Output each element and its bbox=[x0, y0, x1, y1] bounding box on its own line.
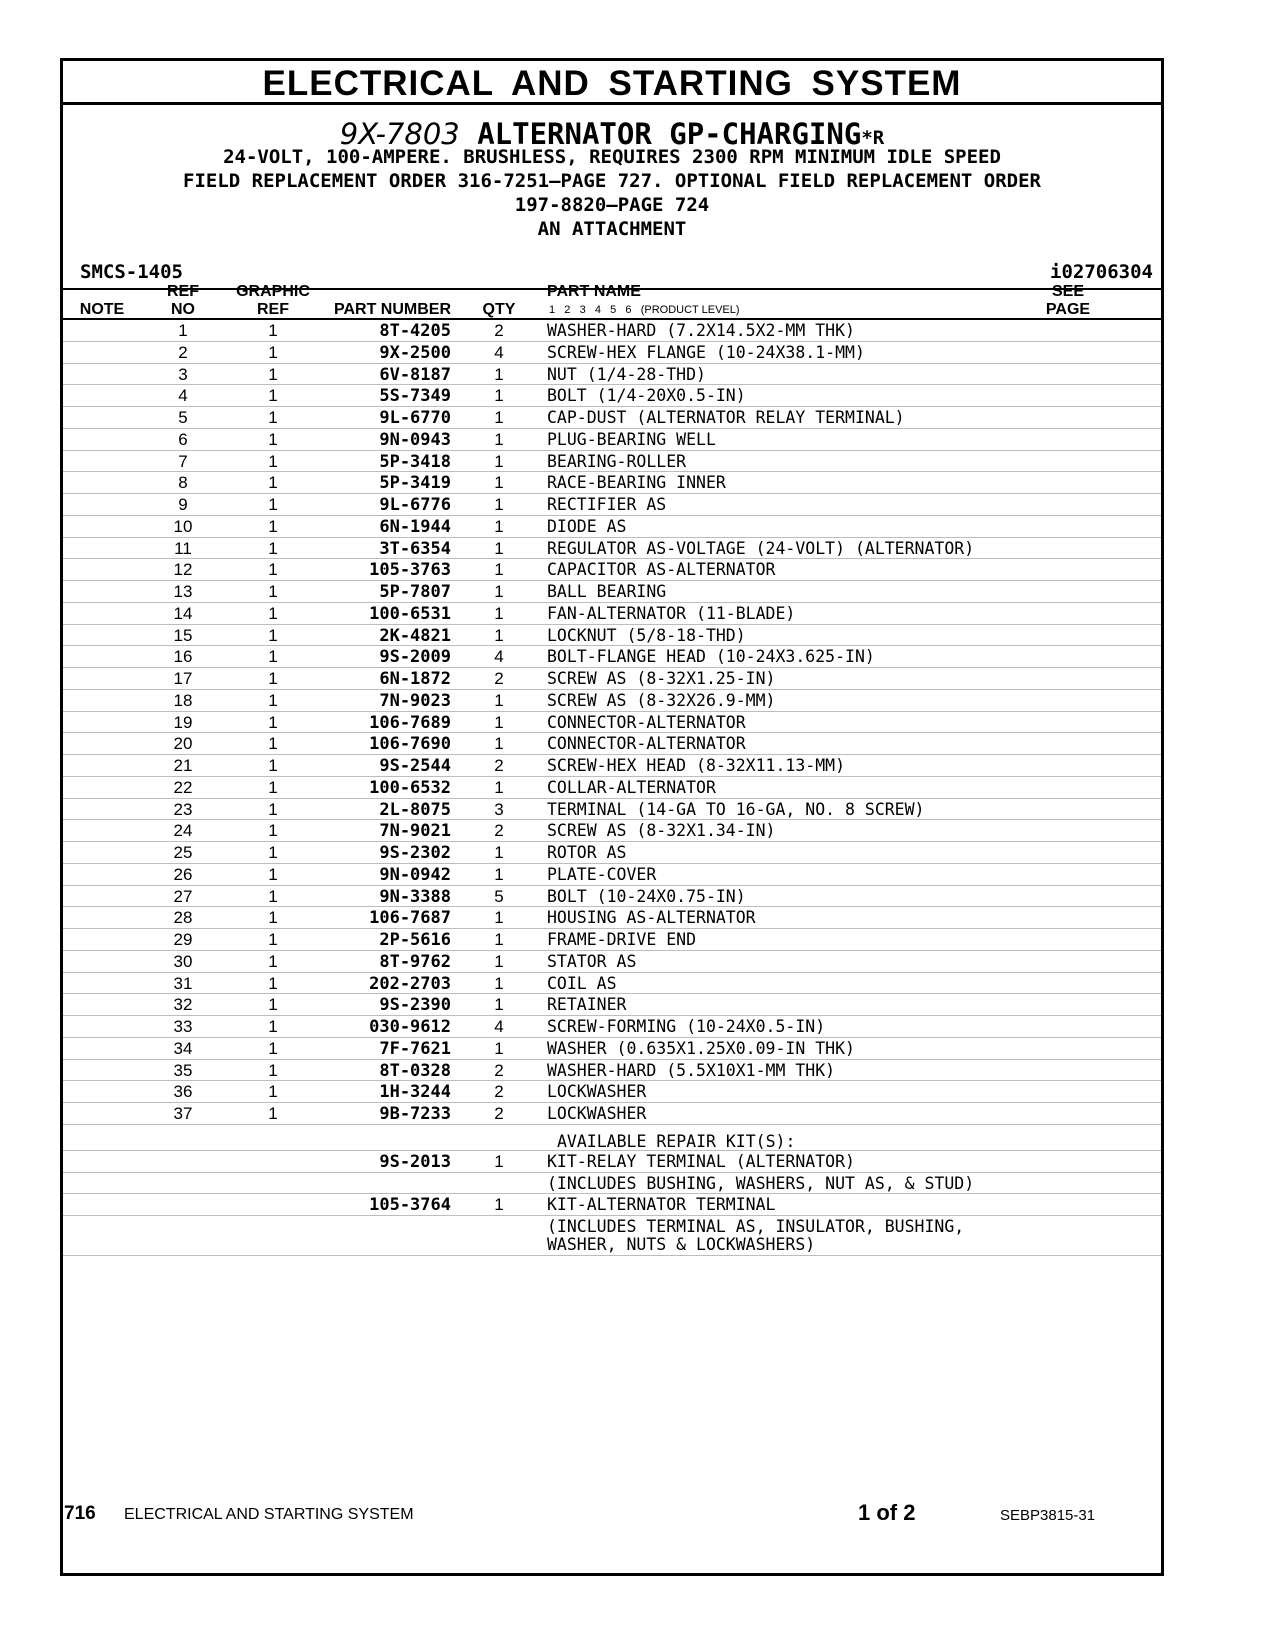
graphic-ref: 1 bbox=[268, 495, 278, 514]
part-name: PLUG-BEARING WELL bbox=[547, 429, 716, 449]
part-name: LOCKWASHER bbox=[547, 1082, 647, 1102]
part-number: 7N-9023 bbox=[379, 690, 451, 711]
part-name: HOUSING AS-ALTERNATOR bbox=[547, 908, 756, 928]
graphic-ref: 1 bbox=[268, 908, 278, 928]
graphic-ref: 1 bbox=[268, 864, 278, 884]
kit-includes-row bbox=[63, 1216, 1161, 1256]
part-name: FRAME-DRIVE END bbox=[547, 930, 697, 949]
qty: 1 bbox=[494, 560, 504, 580]
part-number: 100-6531 bbox=[369, 603, 451, 624]
footer-doc-code: SEBP3815-31 bbox=[1000, 1507, 1096, 1524]
ref-no: 36 bbox=[173, 1082, 193, 1102]
ref-no: 4 bbox=[178, 386, 188, 406]
part-name: WASHER-HARD (5.5X10X1-MM THK) bbox=[547, 1060, 836, 1080]
table-row bbox=[63, 929, 1161, 951]
table-row bbox=[63, 646, 1161, 668]
table-row bbox=[63, 842, 1161, 864]
qty: 1 bbox=[494, 690, 504, 710]
table-row bbox=[63, 603, 1161, 625]
part-name: LOCKNUT (5/8-18-THD) bbox=[547, 625, 746, 645]
qty: 1 bbox=[494, 1038, 504, 1058]
graphic-ref: 1 bbox=[268, 451, 278, 471]
graphic-ref: 1 bbox=[268, 843, 278, 862]
graphic-ref: 1 bbox=[268, 777, 278, 797]
table-row bbox=[63, 494, 1161, 516]
graphic-ref: 1 bbox=[268, 951, 278, 971]
part-name: BOLT (10-24X0.75-IN) bbox=[547, 886, 746, 906]
col-graphic-ref-1: GRAPHIC bbox=[236, 283, 310, 300]
ref-no: 31 bbox=[173, 973, 193, 993]
ref-no: 8 bbox=[178, 473, 188, 493]
part-name: CAP-DUST (ALTERNATOR RELAY TERMINAL) bbox=[547, 408, 905, 427]
graphic-ref: 1 bbox=[268, 1017, 278, 1036]
ref-no: 13 bbox=[173, 582, 193, 601]
qty: 1 bbox=[494, 603, 504, 623]
qty: 1 bbox=[494, 777, 504, 797]
table-row bbox=[63, 625, 1161, 647]
part-number: 9N-0942 bbox=[379, 864, 451, 885]
table-row bbox=[63, 1060, 1161, 1082]
kits-heading: AVAILABLE REPAIR KIT(S): bbox=[557, 1131, 796, 1151]
qty: 5 bbox=[494, 886, 504, 906]
part-number: 6N-1944 bbox=[379, 516, 451, 537]
qty: 2 bbox=[494, 321, 504, 340]
kits-heading-row bbox=[63, 1125, 1161, 1151]
ref-no: 9 bbox=[178, 495, 188, 514]
graphic-ref: 1 bbox=[268, 473, 278, 493]
ref-no: 15 bbox=[173, 625, 193, 645]
part-number: 2L-8075 bbox=[379, 799, 451, 820]
kit-name: KIT-ALTERNATOR TERMINAL bbox=[547, 1195, 776, 1215]
graphic-ref: 1 bbox=[268, 995, 278, 1015]
part-name: BOLT-FLANGE HEAD (10-24X3.625-IN) bbox=[547, 647, 875, 667]
graphic-ref: 1 bbox=[268, 321, 278, 340]
qty: 2 bbox=[494, 1060, 504, 1080]
kit-row bbox=[63, 1194, 1161, 1216]
qty: 1 bbox=[494, 712, 504, 732]
part-number: 8T-9762 bbox=[379, 951, 451, 972]
part-number: 202-2703 bbox=[369, 973, 451, 994]
ref-no: 35 bbox=[173, 1060, 193, 1080]
part-name: LOCKWASHER bbox=[547, 1104, 647, 1123]
table-row bbox=[63, 907, 1161, 929]
qty: 2 bbox=[494, 1082, 504, 1102]
part-number: 9S-2302 bbox=[379, 843, 451, 863]
ref-no: 28 bbox=[173, 908, 193, 928]
graphic-ref: 1 bbox=[268, 647, 278, 667]
qty: 2 bbox=[494, 669, 504, 688]
ref-no: 11 bbox=[174, 538, 192, 558]
table-row bbox=[63, 1081, 1161, 1103]
col-part-number: PART NUMBER bbox=[333, 301, 451, 318]
part-name: RETAINER bbox=[547, 995, 627, 1015]
group-desc-line-1: 24-VOLT, 100-AMPERE. BRUSHLESS, REQUIRES 2300 RPM MINIMUM IDLE SPEED bbox=[223, 146, 1001, 168]
qty: 1 bbox=[494, 908, 504, 928]
graphic-ref: 1 bbox=[268, 1060, 278, 1080]
group-name: ALTERNATOR GP-CHARGING bbox=[477, 117, 862, 151]
graphic-ref: 1 bbox=[268, 625, 278, 645]
part-number: 9N-0943 bbox=[379, 429, 451, 450]
section-title: ELECTRICAL AND STARTING SYSTEM bbox=[63, 61, 1161, 105]
part-name: CAPACITOR AS-ALTERNATOR bbox=[547, 560, 776, 580]
group-suffix: *R bbox=[861, 127, 885, 149]
ref-no: 32 bbox=[173, 995, 193, 1015]
part-name: RECTIFIER AS bbox=[547, 495, 667, 514]
qty: 1 bbox=[494, 734, 504, 754]
part-number: 9L-6770 bbox=[379, 408, 451, 428]
graphic-ref: 1 bbox=[268, 429, 278, 449]
group-desc-line-2: FIELD REPLACEMENT ORDER 316-7251—PAGE 727. OPTIONAL FIELD REPLACEMENT ORDER bbox=[183, 170, 1041, 192]
kit-row bbox=[63, 1151, 1161, 1173]
part-name: SCREW-HEX HEAD (8-32X11.13-MM) bbox=[547, 756, 846, 775]
ref-no: 2 bbox=[178, 342, 188, 362]
table-row bbox=[63, 777, 1161, 799]
part-number: 2K-4821 bbox=[379, 625, 451, 646]
qty: 1 bbox=[494, 538, 504, 558]
ref-no: 12 bbox=[173, 560, 193, 580]
qty: 4 bbox=[494, 1017, 504, 1036]
ref-no: 16 bbox=[173, 647, 193, 667]
col-see-page-2: PAGE bbox=[1045, 301, 1091, 318]
graphic-ref: 1 bbox=[268, 930, 278, 949]
ref-no: 6 bbox=[178, 429, 188, 449]
part-name: ROTOR AS bbox=[547, 843, 627, 862]
kit-part-number: 9S-2013 bbox=[379, 1151, 451, 1172]
qty: 1 bbox=[494, 930, 504, 949]
table-row bbox=[63, 973, 1161, 995]
graphic-ref: 1 bbox=[268, 516, 278, 536]
part-name: CONNECTOR-ALTERNATOR bbox=[547, 712, 746, 732]
part-name: RACE-BEARING INNER bbox=[547, 473, 726, 493]
table-row bbox=[63, 690, 1161, 712]
qty: 2 bbox=[494, 1104, 504, 1123]
part-number: 106-7690 bbox=[369, 734, 451, 755]
table-row bbox=[63, 994, 1161, 1016]
graphic-ref: 1 bbox=[268, 1082, 278, 1102]
graphic-ref: 1 bbox=[268, 603, 278, 623]
graphic-ref: 1 bbox=[268, 973, 278, 993]
ref-no: 22 bbox=[173, 777, 193, 797]
part-number: 6N-1872 bbox=[379, 669, 451, 689]
ref-no: 34 bbox=[173, 1038, 193, 1058]
table-row bbox=[63, 364, 1161, 386]
part-number: 5P-3419 bbox=[379, 473, 451, 494]
graphic-ref: 1 bbox=[268, 756, 278, 775]
part-number: 7F-7621 bbox=[379, 1038, 451, 1059]
table-row bbox=[63, 820, 1161, 842]
table-row bbox=[63, 799, 1161, 821]
part-number: 9S-2009 bbox=[379, 647, 451, 668]
table-row bbox=[63, 1016, 1161, 1038]
part-number: 3T-6354 bbox=[379, 538, 451, 559]
kit-includes-row bbox=[63, 1173, 1161, 1195]
ref-no: 27 bbox=[173, 886, 193, 906]
qty: 1 bbox=[494, 582, 504, 601]
table-row bbox=[63, 668, 1161, 690]
parts-table bbox=[63, 320, 1161, 1256]
qty: 1 bbox=[494, 864, 504, 884]
part-name: FAN-ALTERNATOR (11-BLADE) bbox=[547, 603, 796, 623]
part-name: TERMINAL (14-GA TO 16-GA, NO. 8 SCREW) bbox=[547, 799, 925, 819]
part-name: BALL BEARING bbox=[547, 582, 667, 601]
ref-no: 25 bbox=[173, 843, 193, 862]
graphic-ref: 1 bbox=[268, 669, 278, 688]
part-number: 9B-7233 bbox=[379, 1104, 451, 1124]
graphic-ref: 1 bbox=[268, 1104, 278, 1123]
ref-no: 1 bbox=[178, 321, 188, 340]
part-number: 106-7689 bbox=[369, 712, 451, 733]
part-number: 100-6532 bbox=[369, 777, 451, 798]
table-row bbox=[63, 559, 1161, 581]
qty: 2 bbox=[494, 821, 504, 841]
table-row bbox=[63, 407, 1161, 429]
col-ref-no-2: NO bbox=[171, 301, 195, 318]
col-see-page-1: SEE bbox=[1051, 283, 1084, 300]
qty: 4 bbox=[494, 342, 504, 362]
part-name: REGULATOR AS-VOLTAGE (24-VOLT) (ALTERNATOR) bbox=[547, 538, 975, 558]
part-name: CONNECTOR-ALTERNATOR bbox=[547, 734, 746, 754]
part-name: PLATE-COVER bbox=[547, 864, 657, 884]
part-number: 8T-0328 bbox=[379, 1060, 451, 1081]
col-qty: QTY bbox=[482, 301, 516, 318]
graphic-ref: 1 bbox=[268, 538, 278, 558]
page-frame bbox=[60, 58, 1164, 1576]
table-row bbox=[63, 886, 1161, 908]
ref-no: 20 bbox=[173, 734, 193, 754]
graphic-ref: 1 bbox=[268, 1038, 278, 1058]
part-number: 9S-2390 bbox=[379, 995, 451, 1016]
ref-no: 5 bbox=[178, 408, 188, 427]
ref-no: 7 bbox=[178, 451, 188, 471]
graphic-ref: 1 bbox=[268, 386, 278, 406]
part-name: SCREW AS (8-32X1.25-IN) bbox=[547, 669, 776, 688]
part-number: 5P-7807 bbox=[379, 582, 451, 602]
ref-no: 3 bbox=[178, 364, 188, 384]
group-number: 9X-7803 bbox=[339, 117, 460, 151]
table-row bbox=[63, 538, 1161, 560]
graphic-ref: 1 bbox=[268, 821, 278, 841]
kit-name: KIT-RELAY TERMINAL (ALTERNATOR) bbox=[547, 1151, 855, 1171]
part-number: 2P-5616 bbox=[379, 930, 451, 950]
ref-no: 19 bbox=[173, 712, 193, 732]
table-row bbox=[63, 581, 1161, 603]
qty: 1 bbox=[494, 973, 504, 993]
graphic-ref: 1 bbox=[268, 560, 278, 580]
part-number: 1H-3244 bbox=[379, 1082, 451, 1103]
part-number: 6V-8187 bbox=[379, 364, 451, 385]
table-row bbox=[63, 451, 1161, 473]
ref-no: 29 bbox=[173, 930, 193, 949]
ref-no: 17 bbox=[173, 669, 193, 688]
table-row bbox=[63, 951, 1161, 973]
table-row bbox=[63, 320, 1161, 342]
kit-part-number: 105-3764 bbox=[369, 1195, 451, 1216]
graphic-ref: 1 bbox=[268, 408, 278, 427]
col-part-name: PART NAME bbox=[547, 283, 641, 300]
part-number: 9X-2500 bbox=[379, 342, 451, 363]
qty: 1 bbox=[494, 495, 504, 514]
qty: 1 bbox=[494, 625, 504, 645]
qty: 1 bbox=[494, 429, 504, 449]
qty: 1 bbox=[494, 516, 504, 536]
part-name: DIODE AS bbox=[547, 516, 627, 536]
part-name: STATOR AS bbox=[547, 951, 637, 971]
table-row bbox=[63, 516, 1161, 538]
table-row bbox=[63, 1038, 1161, 1060]
part-name: WASHER-HARD (7.2X14.5X2-MM THK) bbox=[547, 321, 855, 340]
kit-qty: 1 bbox=[494, 1195, 504, 1215]
part-name: SCREW AS (8-32X1.34-IN) bbox=[547, 821, 776, 841]
ref-no: 33 bbox=[173, 1017, 193, 1036]
table-row bbox=[63, 755, 1161, 777]
group-desc-line-3: 197-8820—PAGE 724 bbox=[514, 194, 710, 216]
part-number: 9S-2544 bbox=[379, 756, 451, 776]
qty: 4 bbox=[494, 647, 504, 667]
ref-no: 26 bbox=[173, 864, 193, 884]
qty: 1 bbox=[494, 408, 504, 427]
part-number: 7N-9021 bbox=[379, 821, 451, 842]
footer-page-of: 1 of 2 bbox=[858, 1500, 916, 1525]
table-row bbox=[63, 1103, 1161, 1125]
qty: 1 bbox=[494, 386, 504, 406]
kit-qty: 1 bbox=[494, 1151, 504, 1171]
table-row bbox=[63, 864, 1161, 886]
group-desc-line-4: AN ATTACHMENT bbox=[537, 218, 687, 240]
ref-no: 18 bbox=[173, 690, 193, 710]
part-number: 9L-6776 bbox=[379, 495, 451, 515]
document-id: i02706304 bbox=[1050, 261, 1153, 283]
ref-no: 23 bbox=[173, 799, 193, 819]
footer-page-number: 716 bbox=[64, 1503, 96, 1524]
qty: 2 bbox=[494, 756, 504, 775]
part-number: 030-9612 bbox=[369, 1017, 451, 1037]
table-row bbox=[63, 733, 1161, 755]
col-ref-no-1: REF bbox=[167, 283, 199, 300]
qty: 1 bbox=[494, 995, 504, 1015]
qty: 1 bbox=[494, 473, 504, 493]
ref-no: 30 bbox=[173, 951, 193, 971]
table-row bbox=[63, 429, 1161, 451]
col-graphic-ref-2: REF bbox=[257, 301, 289, 318]
ref-no: 21 bbox=[173, 756, 193, 775]
part-name: NUT (1/4-28-THD) bbox=[547, 364, 706, 384]
part-name: SCREW-HEX FLANGE (10-24X38.1-MM) bbox=[547, 342, 865, 362]
ref-no: 24 bbox=[173, 821, 193, 841]
part-number: 5S-7349 bbox=[379, 386, 451, 407]
table-row bbox=[63, 342, 1161, 364]
table-row bbox=[63, 712, 1161, 734]
qty: 3 bbox=[494, 799, 504, 819]
part-name: SCREW-FORMING (10-24X0.5-IN) bbox=[547, 1017, 826, 1036]
part-name: COIL AS bbox=[547, 973, 617, 993]
part-name: SCREW AS (8-32X26.9-MM) bbox=[547, 690, 776, 710]
smcs-code: SMCS-1405 bbox=[80, 261, 183, 283]
graphic-ref: 1 bbox=[268, 886, 278, 906]
part-number: 8T-4205 bbox=[379, 321, 451, 341]
table-row bbox=[63, 385, 1161, 407]
graphic-ref: 1 bbox=[268, 690, 278, 710]
graphic-ref: 1 bbox=[268, 364, 278, 384]
graphic-ref: 1 bbox=[268, 712, 278, 732]
ref-no: 10 bbox=[173, 516, 193, 536]
part-number: 105-3763 bbox=[369, 560, 451, 581]
graphic-ref: 1 bbox=[268, 342, 278, 362]
footer-section: ELECTRICAL AND STARTING SYSTEM bbox=[124, 1506, 414, 1523]
ref-no: 37 bbox=[173, 1104, 193, 1123]
ref-no: 14 bbox=[173, 603, 193, 623]
col-note: NOTE bbox=[79, 301, 125, 318]
part-number: 5P-3418 bbox=[379, 451, 451, 472]
graphic-ref: 1 bbox=[268, 582, 278, 601]
part-number: 106-7687 bbox=[369, 908, 451, 929]
part-number: 9N-3388 bbox=[379, 886, 451, 907]
part-name: COLLAR-ALTERNATOR bbox=[547, 777, 716, 797]
qty: 1 bbox=[494, 951, 504, 971]
qty: 1 bbox=[494, 364, 504, 384]
kit-includes: (INCLUDES BUSHING, WASHERS, NUT AS, & STUD) bbox=[547, 1173, 975, 1193]
part-name: WASHER (0.635X1.25X0.09-IN THK) bbox=[547, 1038, 855, 1058]
part-name: BEARING-ROLLER bbox=[547, 451, 687, 471]
table-row bbox=[63, 472, 1161, 494]
part-name: BOLT (1/4-20X0.5-IN) bbox=[547, 386, 746, 406]
qty: 1 bbox=[494, 451, 504, 471]
kit-includes: (INCLUDES TERMINAL AS, INSULATOR, BUSHING, WASHER, NUTS & LOCKWASHERS) bbox=[547, 1217, 965, 1254]
graphic-ref: 1 bbox=[268, 734, 278, 754]
graphic-ref: 1 bbox=[268, 799, 278, 819]
col-product-level: 1 2 3 4 5 6 (PRODUCT LEVEL) bbox=[549, 304, 740, 316]
qty: 1 bbox=[494, 843, 504, 862]
